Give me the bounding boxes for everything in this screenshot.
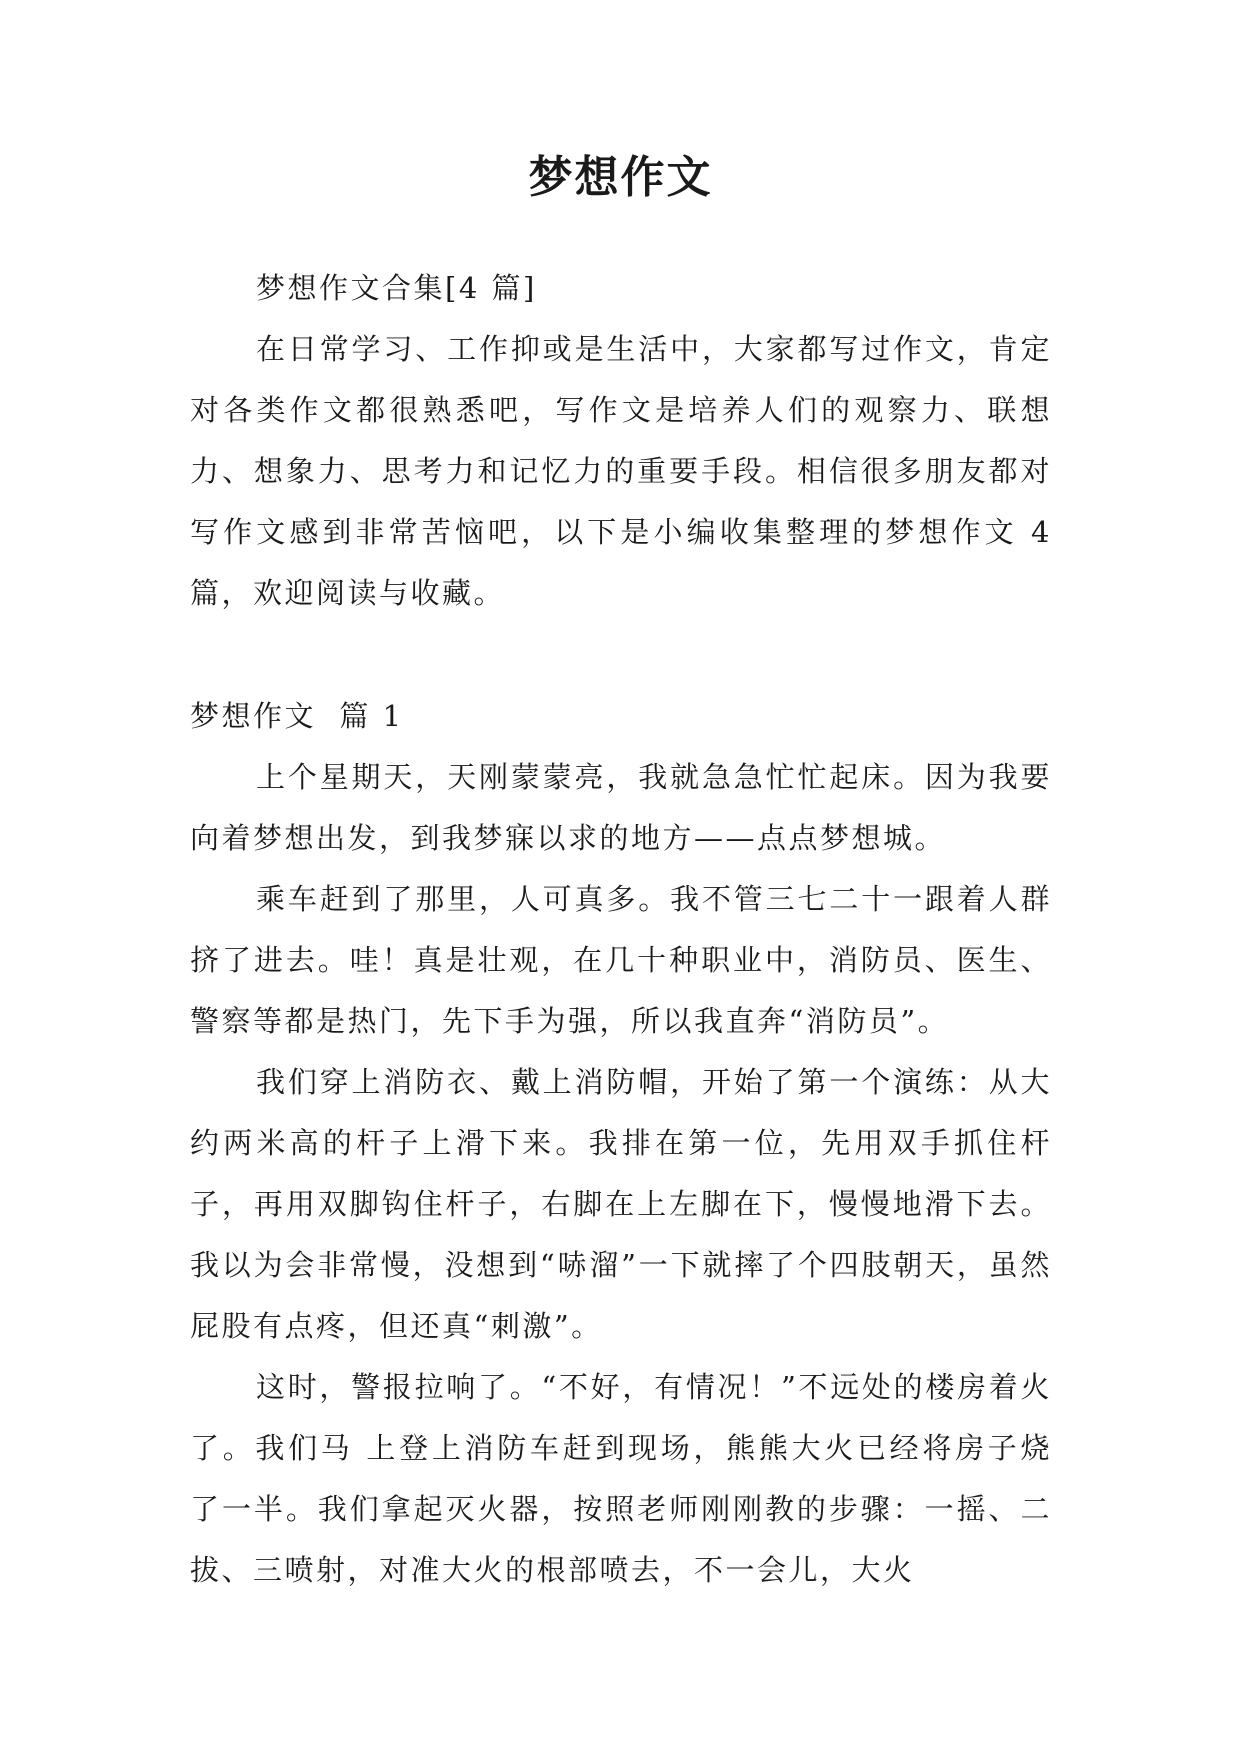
essay-paragraph-1: 上个星期天，天刚蒙蒙亮，我就急急忙忙起床。因为我要向着梦想出发，到我梦寐以求的地方——点点梦想城。 bbox=[190, 760, 1052, 855]
section-heading: 梦想作文 篇 1 bbox=[190, 699, 404, 733]
essay-paragraph-2: 乘车赶到了那里，人可真多。我不管三七二十一跟着人群挤了进去。哇！真是壮观，在几十种职业中，消防员、医生、警察等都是热门，先下手为强，所以我直奔“消防员”。 bbox=[190, 882, 1052, 1038]
collection-subtitle: 梦想作文合集[4 篇] bbox=[256, 271, 537, 305]
document-body bbox=[190, 258, 1052, 1601]
essay-paragraph-4: 这时，警报拉响了。“不好，有情况！”不远处的楼房着火了。我们马 上登上消防车赶到现场，熊熊大火已经将房子烧了一半。我们拿起灭火器，按照老师刚刚教的步骤：一摇、二拔、三喷射，对准大火的根部喷去，不一会儿，大火 bbox=[190, 1370, 1052, 1587]
essay-paragraph-3: 我们穿上消防衣、戴上消防帽，开始了第一个演练：从大约两米高的杆子上滑下来。我排在第一位，先用双手抓住杆子，再用双脚钩住杆子，右脚在上左脚在下，慢慢地滑下去。我以为会非常慢，没想到“哧溜”一下就摔了个四肢朝天，虽然屁股有点疼，但还真“刺激”。 bbox=[190, 1065, 1052, 1343]
document-title: 梦想作文 bbox=[528, 152, 713, 203]
intro-paragraph: 在日常学习、工作抑或是生活中，大家都写过作文，肯定对各类作文都很熟悉吧，写作文是培养人们的观察力、联想力、想象力、思考力和记忆力的重要手段。相信很多朋友都对写作文感到非常苦恼吧，以下是小编收集整理的梦想作文 4 篇，欢迎阅读与收藏。 bbox=[190, 332, 1052, 610]
